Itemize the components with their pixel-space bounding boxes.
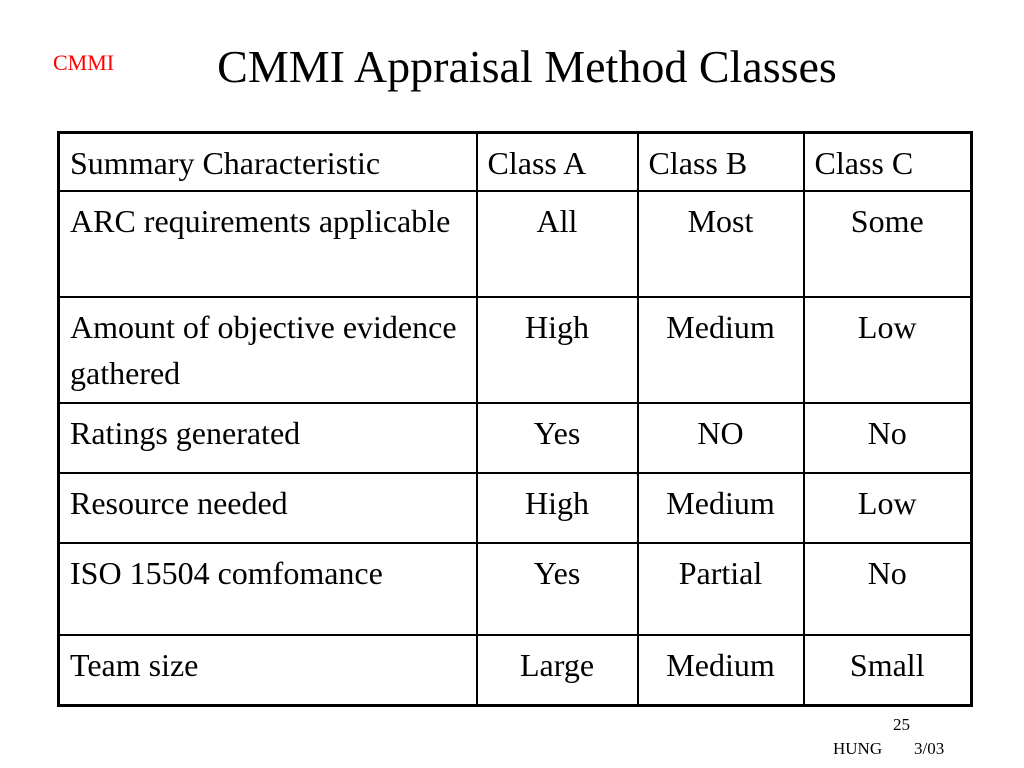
footer-date: 3/03 <box>914 739 945 758</box>
table-cell: Medium <box>638 297 804 403</box>
table-row <box>59 403 972 473</box>
header-cell: Class A <box>477 133 638 192</box>
table-header-row <box>59 133 972 192</box>
header-cell: Class C <box>804 133 972 192</box>
table-row <box>59 191 972 297</box>
table-cell: Yes <box>477 403 638 473</box>
table-row <box>59 543 972 635</box>
table-cell: Medium <box>638 473 804 543</box>
table-cell: High <box>477 473 638 543</box>
row-label-cell: Amount of objective evidence gathered <box>59 297 477 403</box>
table-cell: All <box>477 191 638 297</box>
table-cell: Medium <box>638 635 804 705</box>
table-cell: Some <box>804 191 972 297</box>
header-cell: Class B <box>638 133 804 192</box>
table-cell: NO <box>638 403 804 473</box>
row-label-cell: Team size <box>59 635 477 705</box>
table-cell: Yes <box>477 543 638 635</box>
footer-author: HUNG <box>833 739 883 758</box>
table-row <box>59 635 972 705</box>
table-row <box>59 297 972 403</box>
slide-title: CMMI Appraisal Method Classes <box>217 41 837 92</box>
row-label-cell: Resource needed <box>59 473 477 543</box>
table-cell: Large <box>477 635 638 705</box>
row-label-cell: ISO 15504 comfomance <box>59 543 477 635</box>
table-cell: Most <box>638 191 804 297</box>
table-cell: High <box>477 297 638 403</box>
corner-label: CMMI <box>53 50 115 75</box>
table-cell: Low <box>804 473 972 543</box>
table-cell: Low <box>804 297 972 403</box>
header-cell: Summary Characteristic <box>59 133 477 192</box>
row-label-cell: ARC requirements applicable <box>59 191 477 297</box>
table-row <box>59 473 972 543</box>
page-number: 25 <box>893 715 910 734</box>
table-cell: Small <box>804 635 972 705</box>
table-cell: Partial <box>638 543 804 635</box>
appraisal-classes-table <box>57 131 973 707</box>
table-cell: No <box>804 543 972 635</box>
table-cell: No <box>804 403 972 473</box>
row-label-cell: Ratings generated <box>59 403 477 473</box>
